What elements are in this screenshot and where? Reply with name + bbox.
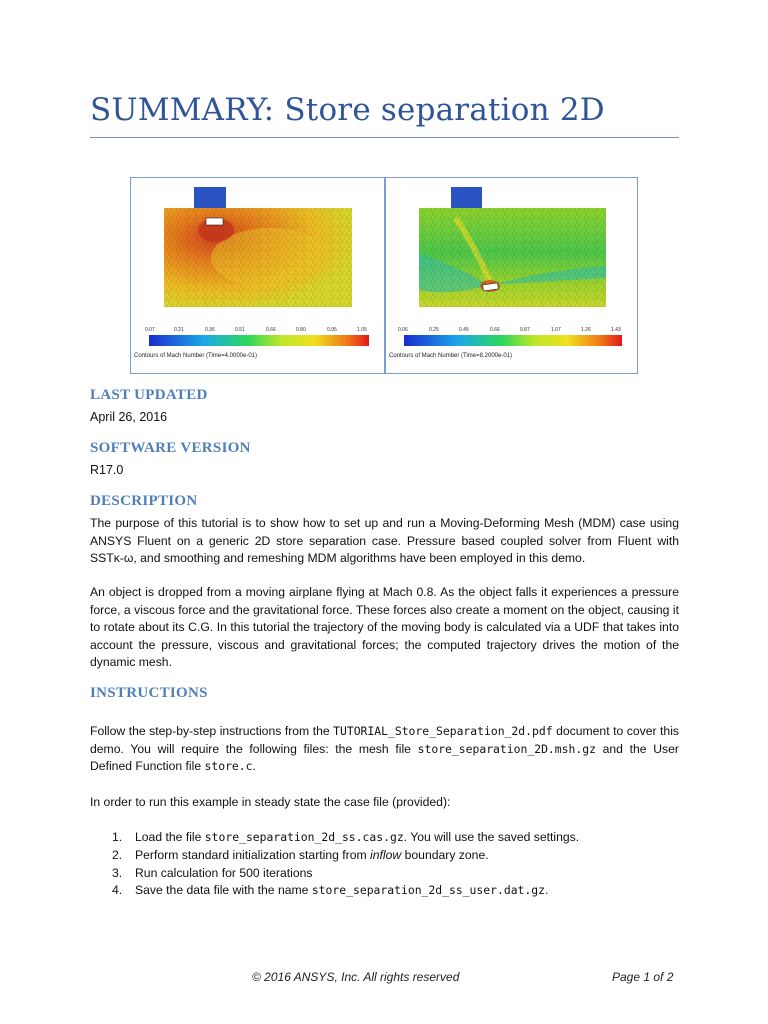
colorbar-ticks-left: [145, 327, 367, 333]
list-item: [90, 882, 679, 900]
tick-label: 1.05: [357, 327, 367, 333]
steady-state-steps: [90, 829, 679, 900]
tick-label: 0.06: [398, 327, 408, 333]
colorbar-ticks-right: [398, 327, 621, 333]
tick-label: 0.25: [429, 327, 439, 333]
case-filename: store_separation_2d_ss.cas.gz: [204, 830, 404, 844]
page-title: SUMMARY: Store separation 2D: [90, 92, 605, 128]
udf-filename: store.c: [204, 759, 253, 774]
tick-label: 0.07: [145, 327, 155, 333]
footer-page-number: Page 1 of 2: [612, 970, 674, 984]
tick-label: 1.26: [581, 327, 591, 333]
software-version-value: R17.0: [90, 463, 124, 477]
instructions-text: Follow the step-by-step instructions from the: [90, 724, 334, 738]
step-text: Run calculation for 500 iterations: [135, 865, 313, 880]
description-paragraph-2: An object is dropped from a moving airplane flying at Mach 0.8. As the object falls it experiences a pressure force, a viscous force and the gravitational force. These forces also create a moment on the object, causing it to rotate about its C.G. In this tutorial the trajectory of the moving body is calculated via a UDF that takes into account the pressure, viscous and gravitational forces; the computed trajectory drives the motion of the dynamic mesh.: [90, 585, 679, 670]
mach-contour-plot-left: [131, 178, 384, 373]
description-paragraph-1: The purpose of this tutorial is to show how to set up and run a Moving-Deforming Mesh (MDM) case using ANSYS Fluent on a generic 2D store separation case. Pressure based coupled solver from Fluent with SSTκ-ω, and smoothing and remeshing MDM algorithms have been employed in this demo.: [90, 516, 679, 566]
instructions-heading: INSTRUCTIONS: [90, 685, 208, 701]
colorbar: [404, 335, 622, 346]
steady-state-intro: In order to run this example in steady state the case file (provided):: [90, 795, 451, 809]
tick-label: 0.87: [520, 327, 530, 333]
contour-panel-left: [130, 177, 385, 374]
title-underline: [90, 137, 679, 138]
instructions-paragraph: [90, 723, 679, 776]
tick-label: 0.51: [235, 327, 245, 333]
mesh-filename: store_separation_2D.msh.gz: [417, 741, 596, 756]
step-number: 1.: [112, 830, 123, 844]
figure-caption-right: Contours of Mach Number (Time=8.2000e-01): [389, 353, 512, 359]
store-body: [206, 218, 223, 225]
last-updated-value: April 26, 2016: [90, 410, 168, 424]
contour-panel-right: [385, 177, 638, 374]
tick-label: 0.36: [205, 327, 215, 333]
instructions-text: .: [252, 759, 256, 774]
step-number: 2.: [112, 847, 123, 862]
step-text: Save the data file with the name: [135, 883, 312, 898]
footer-copyright: © 2016 ANSYS, Inc. All rights reserved: [252, 970, 460, 984]
figure-caption-left: Contours of Mach Number (Time=4.0000e-01): [134, 353, 257, 359]
step-text: . You will use the saved settings.: [403, 830, 580, 844]
tick-label: 1.43: [611, 327, 621, 333]
tick-label: 0.66: [490, 327, 500, 333]
instructions-text: and the User Defined Function file: [90, 741, 679, 774]
tick-label: 1.07: [551, 327, 561, 333]
step-text: Perform standard initialization starting from: [135, 847, 371, 862]
last-updated-heading: LAST UPDATED: [90, 387, 208, 403]
tick-label: 0.45: [459, 327, 469, 333]
list-item: [90, 865, 679, 883]
step-number: 3.: [112, 865, 123, 880]
step-text: Load the file: [135, 830, 205, 844]
software-version-heading: SOFTWARE VERSION: [90, 440, 251, 456]
tick-label: 0.95: [327, 327, 337, 333]
step-number: 4.: [112, 883, 123, 898]
boundary-zone-name: inflow: [370, 847, 402, 862]
step-text: boundary zone.: [401, 847, 489, 862]
list-item: [90, 847, 679, 865]
tutorial-pdf-filename: TUTORIAL_Store_Separation_2d.pdf: [333, 724, 553, 738]
colorbar: [149, 335, 369, 346]
data-filename: store_separation_2d_ss_user.dat.gz: [311, 883, 545, 898]
mach-contour-plot-right: [386, 178, 637, 373]
list-item: [90, 829, 679, 847]
instructions-text: document to cover this demo. You will require the following files: the mesh file: [90, 724, 679, 756]
mach-contour-figure: [130, 177, 638, 374]
tick-label: 0.66: [266, 327, 276, 333]
tick-label: 0.80: [296, 327, 306, 333]
step-text: .: [545, 883, 549, 898]
tick-label: 0.21: [174, 327, 184, 333]
description-heading: DESCRIPTION: [90, 493, 198, 509]
